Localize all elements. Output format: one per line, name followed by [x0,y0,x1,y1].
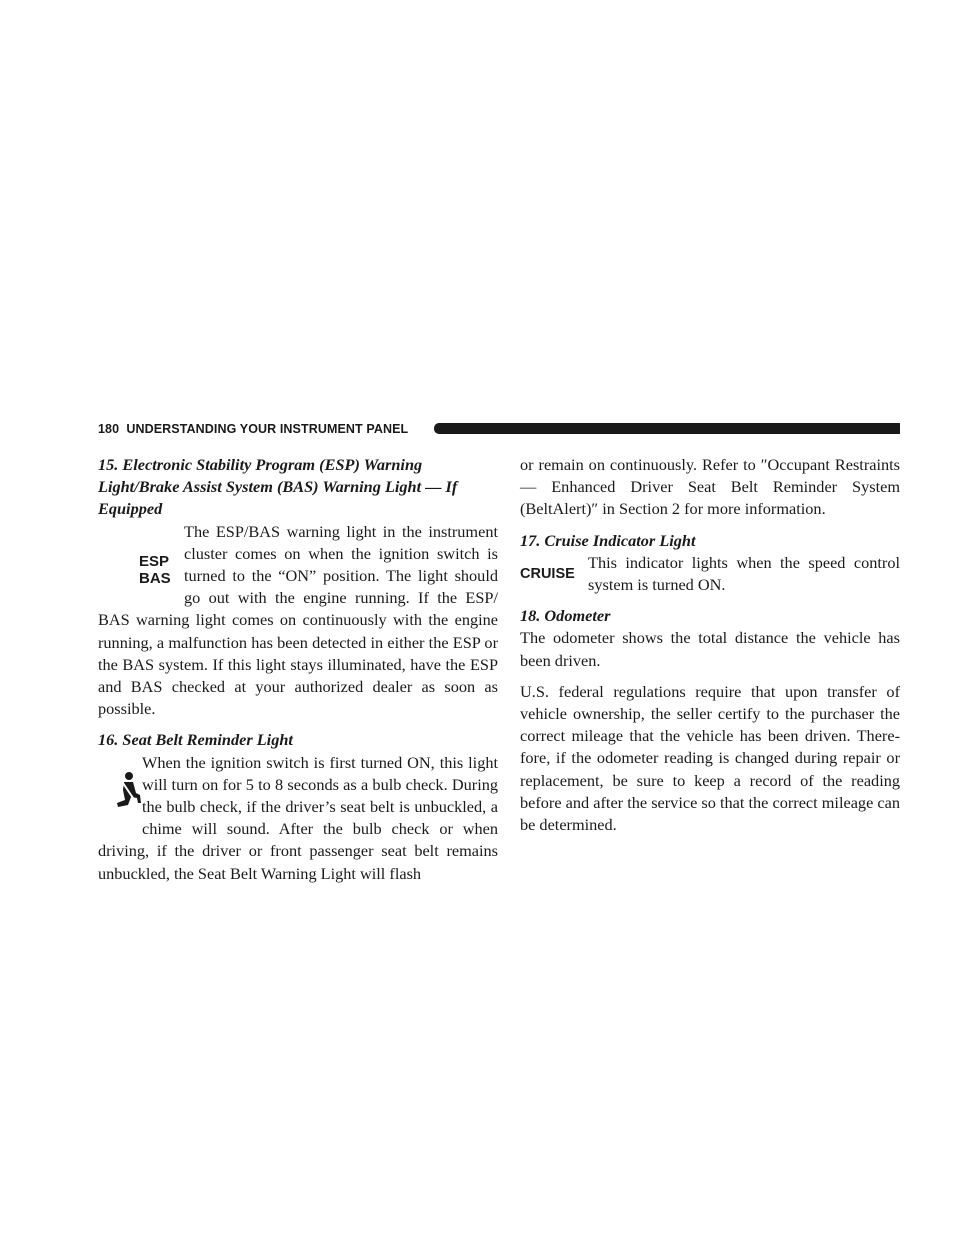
seat-belt-continued: or remain on continuously. Refer to ″Occupant Restraints — Enhanced Driver Seat Belt Reminder System (BeltAlert)″ in Section 2 for more information. [520,455,900,519]
seat-belt-body: When the ignition switch is first turned ON, this light will turn on for 5 to 8 seconds as a bulb check. During the bulb check, if the driver’s seat belt is unbuckled, a chime will sound. After the bulb check or when driving, if the driver or front passenger seat belt remains unbuckled, the Seat Belt Warning Light will flash [98,752,498,883]
seat-belt-reminder-icon [98,752,142,820]
seat-belt-section [98,752,498,885]
esp-icon-text: ESP [139,552,170,570]
page-header [98,421,900,437]
cruise-icon-text: CRUISE [520,565,575,582]
right-column [520,454,900,836]
cruise-body: This indicator lights when the speed control system is turned ON. [588,552,900,595]
esp-bas-heading: 15. Electronic Stability Program (ESP) Warning Light/Brake Assist System (BAS) Warning Light — If Equipped [98,455,458,519]
cruise-heading: 17. Cruise Indicator Light [520,530,696,550]
page-number: 180 [98,422,120,436]
esp-bas-body: The ESP/BAS warning light in the instrument cluster comes on when the ignition switch is turned to the “ON” position. The light should go out with the engine running. If the ESP/ BAS warning light comes on continuously with the engine running, a malfunction has been detected in either the ESP or the BAS system. If this light stays illuminated, have the ESP and BAS checked at your authorized dealer as soon as possible. [98,521,498,719]
cruise-indicator-icon [520,552,588,592]
header-rule [434,423,900,434]
odometer-para-2: U.S. federal regulations require that upon transfer of vehicle ownership, the seller certify to the purchaser the correct mileage that the vehicle has been driven. There- fore, if the odometer reading is changed during repair or replacement, be sure to keep a record of the reading before and after the service so that the correct mileage can be determined. [520,681,900,835]
odometer-heading: 18. Odometer [520,606,611,626]
seat-belt-heading: 16. Seat Belt Reminder Light [98,730,293,750]
header-text [98,421,408,437]
esp-bas-warning-icon [98,529,184,609]
section-title: UNDERSTANDING YOUR INSTRUMENT PANEL [126,422,409,436]
left-column [98,454,498,885]
cruise-section [520,552,900,596]
odometer-para-1: The odometer shows the total distance the vehicle has been driven. [520,628,900,670]
bas-icon-text: BAS [139,569,171,586]
esp-bas-section [98,521,498,721]
